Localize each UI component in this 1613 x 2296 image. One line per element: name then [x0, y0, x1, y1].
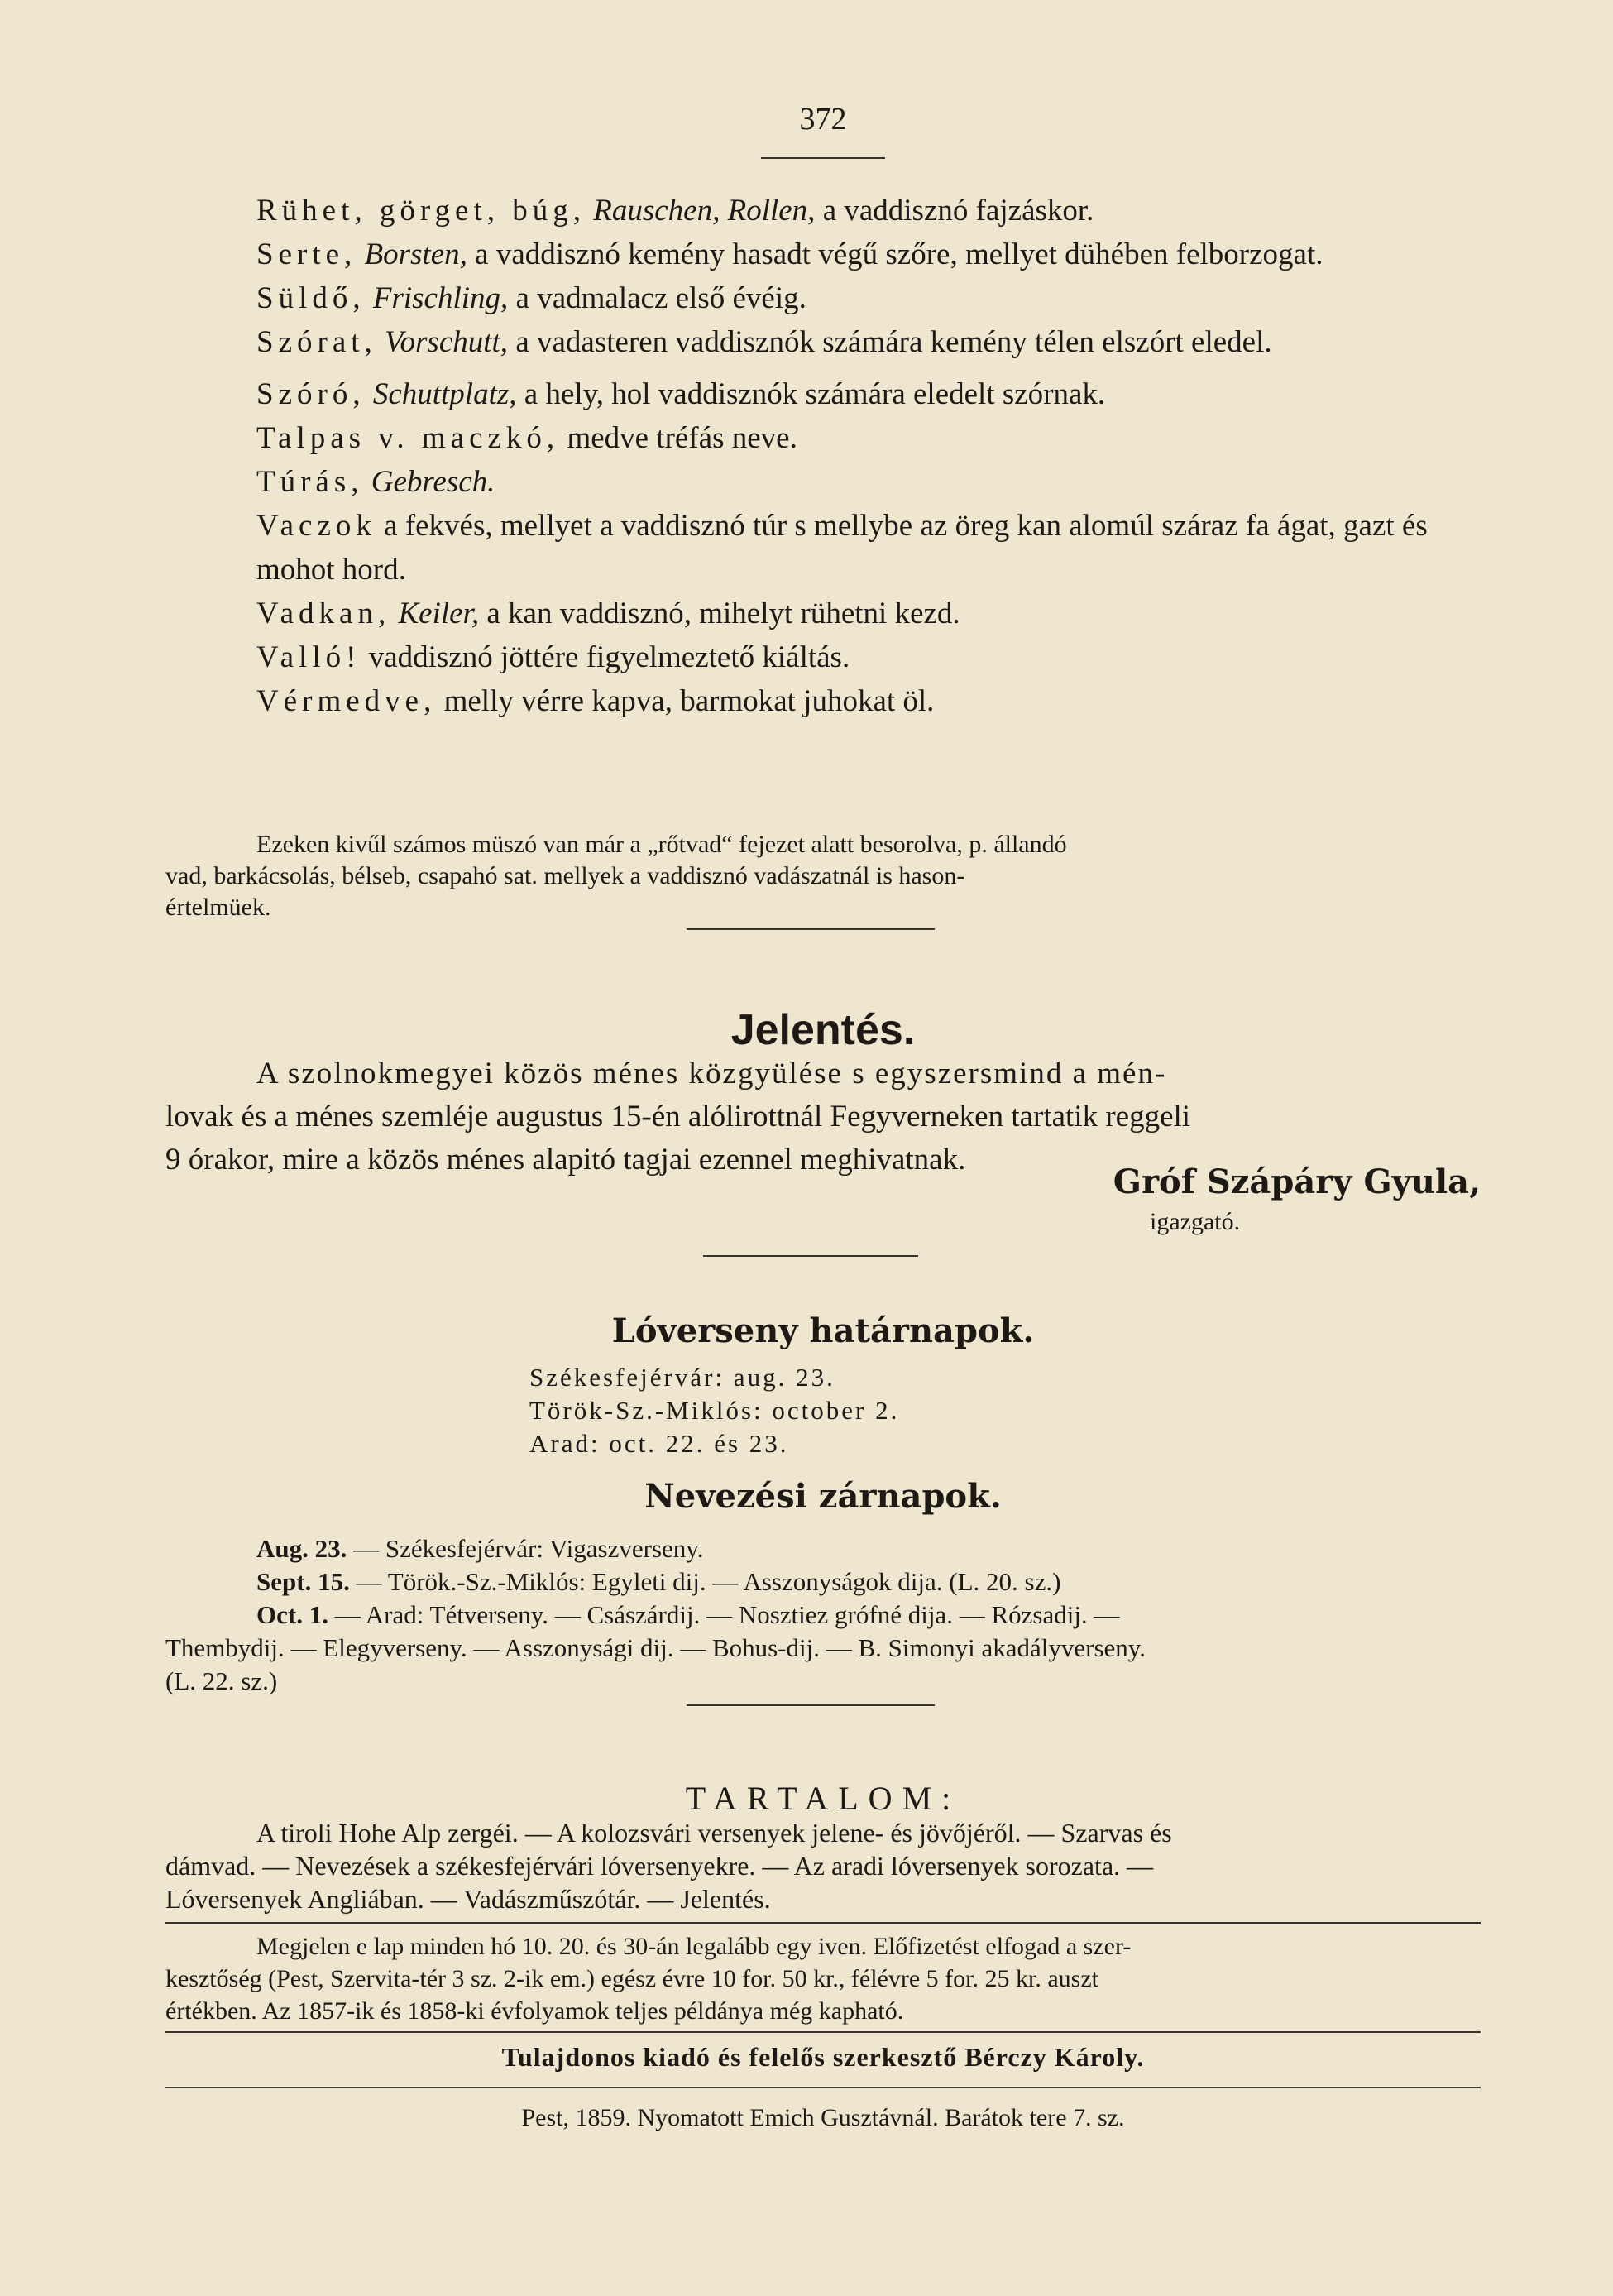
- glossary-entry: Serte, Borsten, a vaddisznó kemény hasadt végű szőre, mellyet dühében felborzogat.: [256, 237, 1323, 271]
- nominations-list: Aug. 23. — Székesfejérvár: Vigaszverseny. Sept. 15. — Török.-Sz.-Miklós: Egyleti dij. — Asszonyságok dija. (L. 20. sz.) Oct. 1. — Arad: Tétverseny. — Császárdij. — Nosztiez grófné dija. — Rózsadij. — Thembydij. — Elegyverseny. — Asszonysági dij. — Bohus-dij. — B. Simonyi akadályverseny. (L. 22. sz.): [165, 1532, 1481, 1698]
- report-signature: Gróf Szápáry Gyula,: [1113, 1162, 1481, 1201]
- printer-line: Pest, 1859. Nyomatott Emich Gusztávnál. Barátok tere 7. sz.: [521, 2104, 1125, 2131]
- owner-line: Tulajdonos kiadó és felelős szerkesztő Bérczy Károly.: [501, 2042, 1145, 2072]
- race-days-list: [529, 1361, 899, 1460]
- toc: A tiroli Hohe Alp zergéi. — A kolozsvári versenyek jelene- és jövőjéről. — Szarvas és dámvad. — Nevezések a székesfejérvári lóversenyekre. — Az aradi lóversenyek sorozata. — Lóversenyek Angliában. — Vadászműszótár. — Jelentés.: [165, 1818, 1172, 1914]
- toc-title: TARTALOM:: [685, 1780, 961, 1817]
- race-day: Arad: oct. 22. és 23.: [529, 1429, 789, 1458]
- glossary-entry: Vérmedve, melly vérre kapva, barmokat juhokat öl.: [256, 684, 935, 718]
- nominations-title: Nevezési zárnapok.: [644, 1477, 1002, 1516]
- publication-info: Megjelen e lap minden hó 10. 20. és 30-án legalább egy iven. Előfizetést elfogad a szer- kesztőség (Pest, Szervita-tér 3 sz. 2-ik em.) egész évre 10 for. 50 kr., félévre 5 for. 25 kr. auszt értékben. Az 1857-ik és 1858-ki évfolyamok teljes példánya még kapható.: [165, 1933, 1132, 2025]
- race-day: Török-Sz.-Miklós: october 2.: [529, 1396, 900, 1425]
- glossary-entry: Túrás, Gebresch.: [256, 465, 495, 499]
- glossary-entry: Valló! vaddisznó jöttére figyelmeztető kiáltás.: [256, 640, 850, 674]
- nomination-item: Sept. 15. — Török.-Sz.-Miklós: Egyleti dij. — Asszonyságok dija. (L. 20. sz.): [256, 1567, 1061, 1596]
- glossary-entry: Talpas v. maczkó, medve tréfás neve.: [256, 421, 797, 455]
- report-signature-title: igazgató.: [1150, 1208, 1241, 1235]
- full-rule: [165, 2087, 1481, 2088]
- race-days-title: Lóverseny határnapok.: [611, 1311, 1035, 1350]
- glossary-entry: Süldő, Frischling, a vadmalacz első évéig.: [256, 281, 806, 315]
- glossary-entry: Szóró, Schuttplatz, a hely, hol vaddisznók számára eledelt szórnak.: [256, 377, 1106, 411]
- full-rule: [165, 2031, 1481, 2033]
- section-divider: [687, 1704, 935, 1706]
- glossary-entry: Rühet, görget, búg, Rauschen, Rollen, a vaddisznó fajzáskor.: [256, 194, 1094, 228]
- glossary-entry: Szórat, Vorschutt, a vadasteren vaddisznók számára kemény télen elszórt eledel.: [256, 325, 1272, 359]
- glossary-entry: Vadkan, Keiler, a kan vaddisznó, mihelyt rühetni kezd.: [256, 597, 960, 630]
- nomination-item: Oct. 1. — Arad: Tétverseny. — Császárdij. — Nosztiez grófné dija. — Rózsadij. —: [256, 1600, 1120, 1629]
- glossary-note: Ezeken kivűl számos müszó van már a „rőtvad“ fejezet alatt besorolva, p. állandó vad, barkácsolás, bélseb, csapahó sat. mellyek a vaddisznó vadászatnál is hason- értelmüek.: [165, 831, 1067, 921]
- full-rule: [165, 1922, 1481, 1924]
- section-divider: [703, 1255, 918, 1257]
- glossary: [165, 189, 1481, 723]
- report-title: Jelentés.: [730, 1006, 916, 1054]
- report-text: A szolnokmegyei közös ménes közgyülése s egyszersmind a mén- lovak és a ménes szemléje augustus 15-én alólirottnál Fegyverneken tartatik reggeli 9 órakor, mire a közös ménes alapitó tagjai ezennel meghivatnak.: [165, 1057, 1191, 1177]
- race-day: Székesfejérvár: aug. 23.: [529, 1363, 835, 1392]
- page-number: 372: [799, 102, 847, 137]
- glossary-entry: Vaczok a fekvés, mellyet a vaddisznó túr s mellybe az öreg kan alomúl száraz fa ágat, gazt és mohot hord.: [256, 509, 1428, 587]
- page-number-rule: [761, 157, 885, 159]
- section-divider: [687, 928, 935, 930]
- nomination-item: Aug. 23. — Székesfejérvár: Vigaszverseny.: [256, 1534, 704, 1563]
